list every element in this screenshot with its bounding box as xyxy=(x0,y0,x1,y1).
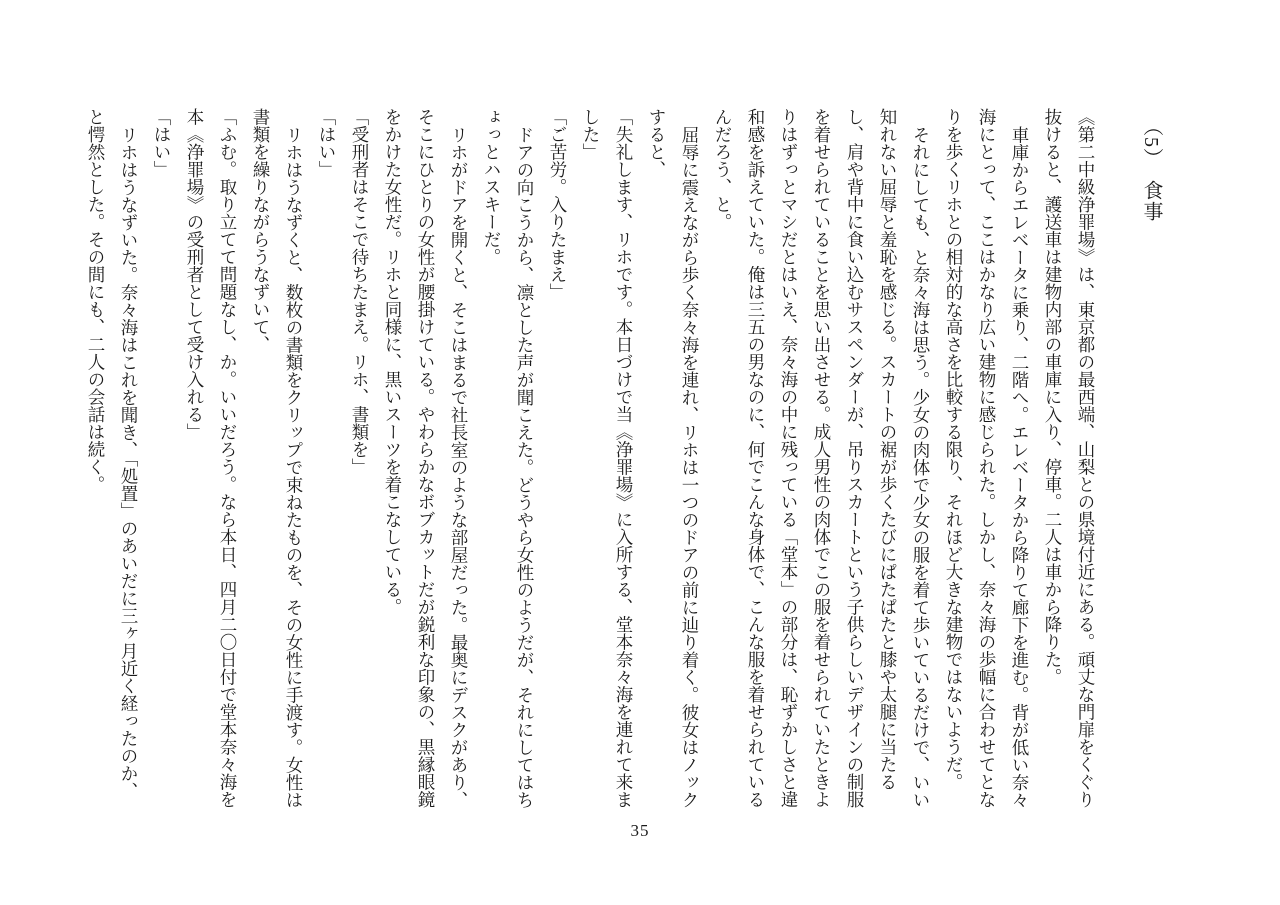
paragraph: それにしても、と奈々海は思う。少女の肉体で少女の服を着て歩いているだけで、いい知れない屈辱と羞恥を感じる。スカートの裾が歩くたびにぱたぱたと膝や太腿に当たるし、肩や背中に食い込むサスペンダーが、吊りスカートという子供らしいデザインの制服を着せられていることを思い出させる。成人男性の肉体でこの服を着せられていたときよりはずっとマシだとはいえ、奈々海の中に残っている「堂本」の部分は、恥ずかしさと違和感を訴えていた。俺は三五の男なのに、何でこんな身体で、こんな服を着せられているんだろう、と。 xyxy=(713,108,931,808)
paragraph: 「ご苦労。入りたまえ」 xyxy=(548,108,568,301)
paragraph: 車庫からエレベータに乗り、二階へ。エレベータから降りて廊下を進む。背が低い奈々海にとって、ここはかなり広い建物に感じられた。しかし、奈々海の歩幅に合わせてとなりを歩くリホとの相対的な高さを比較する限り、それほど大きな建物ではないようだ。 xyxy=(944,108,1030,808)
paragraph: 「失礼します、リホです。本日づけで当《浄罪場》に入所する、堂本奈々海を連れて来ました」 xyxy=(581,108,634,808)
paragraph: リホはうなずくと、数枚の書類をクリップで束ねたものを、その女性に手渡す。女性は書類を繰りながらうなずいて、 xyxy=(251,108,304,808)
paragraph: 《第二中級浄罪場》は、東京都の最西端、山梨との県境付近にある。頑丈な門扉をくぐり抜けると、護送車は建物内部の車庫に入り、停車。二人は車から降りた。 xyxy=(1043,108,1096,808)
paragraph: ドアの向こうから、凛とした声が聞こえた。どうやら女性のようだが、それにしてはちょっとハスキーだ。 xyxy=(482,108,535,808)
paragraph: 「はい」 xyxy=(317,108,337,178)
paragraph: リホはうなずいた。奈々海はこれを聞き、「処置」のあいだに三ヶ月近く経ったのか、と愕然とした。その間にも、二人の会話は続く。 xyxy=(86,108,139,800)
paragraph: 「はい」 xyxy=(152,108,172,178)
paragraph: リホがドアを開くと、そこはまるで社長室のような部屋だった。最奥にデスクがあり、そこにひとりの女性が腰掛けている。やわらかなボブカットだが鋭利な印象の、黒縁眼鏡をかけた女性だ。リホと同様に、黒いスーツを着こなしている。 xyxy=(383,108,469,808)
paragraph: 屈辱に震えながら歩く奈々海を連れ、リホは一つのドアの前に辿り着く。彼女はノックすると、 xyxy=(647,108,700,808)
paragraph: 「ふむ。取り立てて問題なし、か。いいだろう。なら本日、四月二〇日付で堂本奈々海を本《浄罪場》の受刑者として受け入れる」 xyxy=(185,108,238,808)
page-number: 35 xyxy=(630,821,650,840)
paragraph: 「受刑者はそこで待ちたまえ。リホ、書類を」 xyxy=(350,108,370,476)
body-text xyxy=(79,108,1102,808)
chapter-heading: （5） 食事 xyxy=(1140,116,1162,222)
